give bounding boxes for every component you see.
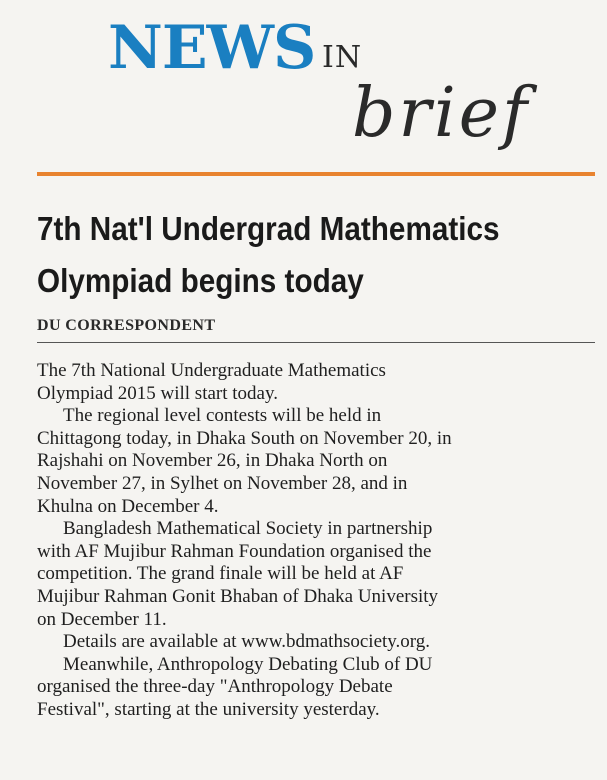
byline: DU CORRESPONDENT (37, 317, 216, 334)
body-line: on December 11. (37, 608, 167, 630)
body-line: organised the three-day "Anthropology Debate (37, 676, 393, 698)
masthead-orange-rule (37, 172, 595, 176)
body-line: The regional level contests will be held in (63, 405, 382, 427)
masthead-news-word: NEWS (108, 13, 316, 83)
body-line: Bangladesh Mathematical Society in partnership (63, 518, 433, 540)
news-in-brief-masthead (0, 0, 607, 185)
headline-line-2: Olympiad begins today (37, 262, 364, 299)
body-line: November 27, in Sylhet on November 28, and in (37, 472, 408, 494)
article-body (37, 360, 602, 722)
body-line: Olympiad 2015 will start today. (37, 382, 278, 404)
body-line: The 7th National Undergraduate Mathematics (37, 360, 386, 381)
body-line: competition. The grand finale will be held at AF (37, 563, 404, 585)
article-headline (37, 203, 541, 307)
body-line: Chittagong today, in Dhaka South on November 20, in (37, 427, 452, 449)
body-line: Rajshahi on November 26, in Dhaka North on (37, 450, 388, 472)
body-line: Details are available at www.bdmathsociety.org. (63, 631, 431, 653)
masthead-brief-word: brief (352, 74, 531, 153)
headline-line-1: 7th Nat'l Undergrad Mathematics (37, 210, 500, 247)
byline-divider (37, 342, 595, 343)
masthead-in-word: IN (322, 40, 363, 75)
body-line: Meanwhile, Anthropology Debating Club of DU (63, 653, 433, 675)
body-line: Khulna on December 4. (37, 495, 219, 517)
body-line: with AF Mujibur Rahman Foundation organised the (37, 540, 432, 562)
body-line: Festival", starting at the university yesterday. (37, 698, 380, 720)
body-line: Mujibur Rahman Gonit Bhaban of Dhaka University (37, 585, 439, 607)
